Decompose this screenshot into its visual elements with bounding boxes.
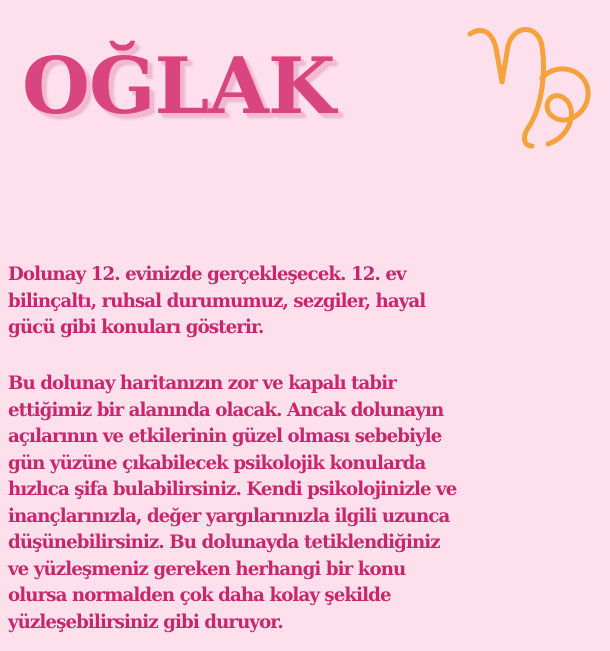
text-line: bilinçaltı, ruhsal durumumuz, sezgiler, hayal: [8, 290, 426, 312]
text-line: gücü gibi konuları gösterir.: [8, 317, 264, 338]
text-line: gün yüzüne çıkabilecek psikolojik konularda: [8, 452, 426, 474]
forecast-paragraph: [8, 371, 604, 636]
text-line: hızlıca şifa bulabilirsiniz. Kendi psikolojinizle ve: [8, 479, 457, 500]
page-title: OĞLAK: [22, 41, 335, 132]
text-line: Dolunay 12. evinizde gerçekleşecek. 12. ev: [8, 264, 406, 285]
text-line: olursa normalden çok daha kolay şekilde: [8, 585, 391, 606]
text-line: inançlarınızla, değer yargılarınızla ilgili uzunca: [8, 505, 450, 527]
intro-paragraph: [8, 262, 604, 342]
text-line: ettiğimiz bir alanında olacak. Ancak dolunayın: [8, 399, 444, 421]
text-line: düşünebilirsiniz. Bu dolunayda tetiklendiğiniz: [8, 532, 440, 553]
text-line: yüzleşebilirsiniz gibi duruyor.: [8, 611, 283, 633]
text-line: Bu dolunay haritanızın zor ve kapalı tabir: [8, 373, 396, 394]
capricorn-icon: [462, 12, 602, 162]
text-line: açılarının ve etkilerinin güzel olması sebebiyle: [8, 426, 442, 447]
text-line: ve yüzleşmeniz gereken herhangi bir konu: [8, 558, 406, 580]
